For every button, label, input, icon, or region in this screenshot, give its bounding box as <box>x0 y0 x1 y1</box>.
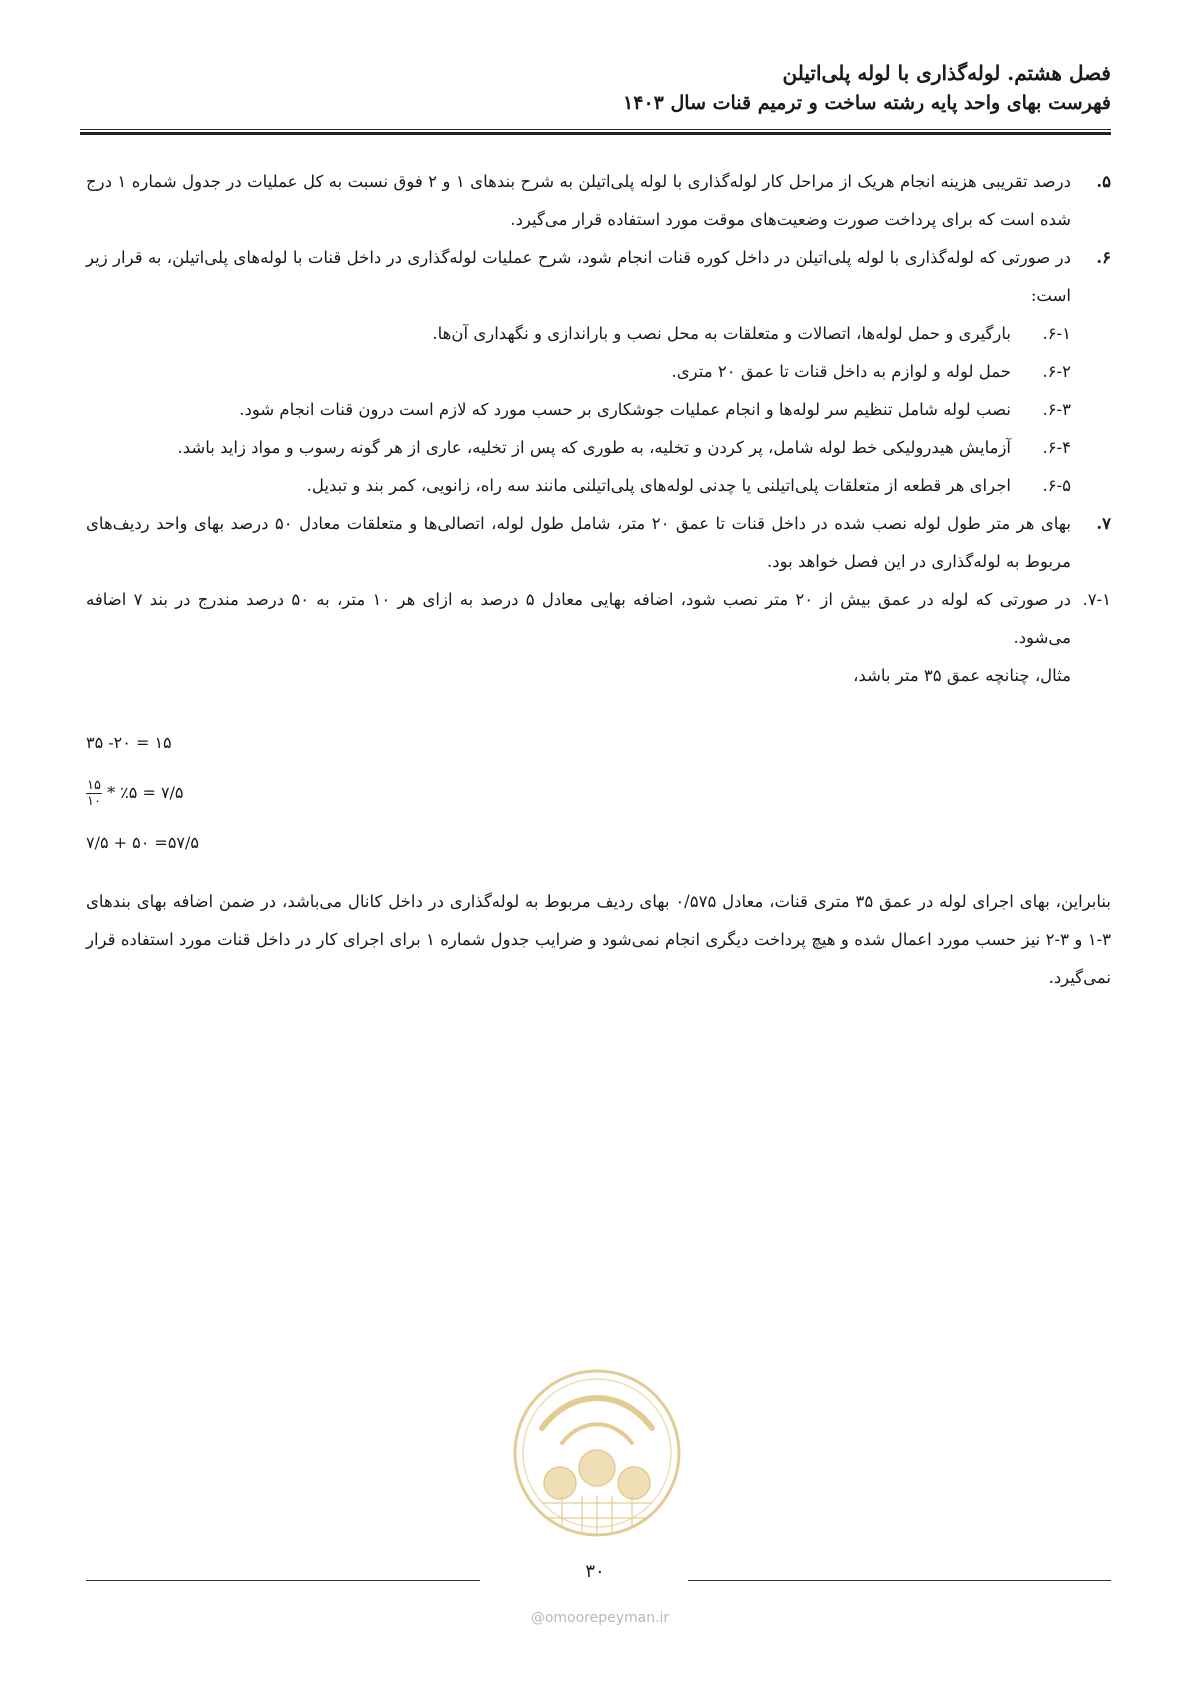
page-number: ۳۰ <box>585 1561 605 1582</box>
item-7-1 <box>86 581 1111 657</box>
subitem-6-1 <box>86 315 1111 353</box>
subitem-6-2 <box>86 353 1111 391</box>
subitem-text: حمل لوله و لوازم به داخل قنات تا عمق ۲۰ متری. <box>671 362 1011 381</box>
item-text: در صورتی که لوله در عمق بیش از ۲۰ متر نصب شود، اضافه بهایی معادل ۵ درصد به ازای هر ۱۰ متر، به ۵۰ درصد مندرج در بند ۷ اضافه می‌شود. <box>86 590 1071 647</box>
subitem-6-5 <box>86 467 1111 505</box>
subitem-number: ۶-۵. <box>1042 476 1071 495</box>
formula-line-1: ۳۵ -۲۰ = ۱۵ <box>86 733 172 752</box>
seal-emblem-icon <box>512 1368 682 1538</box>
item-7 <box>86 505 1111 581</box>
item-text: درصد تقریبی هزینه انجام هریک از مراحل کار لوله‌گذاری با لوله پلی‌اتیلن به شرح بندهای ۱ و ۲ فوق نسبت به کل عملیات در جدول شماره ۱ درج شده است که برای پرداخت صورت وضعیت‌های موقت مورد استفاده قرار می‌گیرد. <box>86 172 1071 229</box>
page-header <box>80 58 1111 118</box>
subitem-text: نصب لوله شامل تنظیم سر لوله‌ها و انجام عملیات جوشکاری بر حسب مورد که لازم است درون قنات انجام شود. <box>239 400 1011 419</box>
item-number: ۵. <box>1096 172 1111 191</box>
footer-rule-right <box>688 1580 1111 1581</box>
subitem-6-3 <box>86 391 1111 429</box>
chapter-title: فصل هشتم. لوله‌گذاری با لوله پلی‌اتیلن <box>782 61 1111 85</box>
subitem-text: بارگیری و حمل لوله‌ها، اتصالات و متعلقات به محل نصب و باراندازی و نگهداری آن‌ها. <box>432 324 1011 343</box>
item-number: ۷-۱. <box>1082 590 1111 609</box>
main-content <box>86 163 1111 695</box>
item-6 <box>86 239 1111 315</box>
subitem-number: ۶-۳. <box>1042 400 1071 419</box>
subitem-text: آزمایش هیدرولیکی خط لوله شامل، پر کردن و تخلیه، به طوری که پس از تخلیه، عاری از هر گونه رسوب و مواد زاید باشد. <box>177 438 1011 457</box>
subitem-text: اجرای هر قطعه از متعلقات پلی‌اتیلنی یا چدنی لوله‌های پلی‌اتیلنی مانند سه راه، زانویی، کمر بند و تبدیل. <box>306 476 1011 495</box>
watermark-website: @omoorepeyman.ir <box>530 1610 670 1626</box>
fraction-numerator: ۱۵ <box>87 778 101 793</box>
subitem-number: ۶-۴. <box>1042 438 1071 457</box>
subitem-number: ۶-۱. <box>1042 324 1071 343</box>
item-text: بهای هر متر طول لوله نصب شده در داخل قنات تا عمق ۲۰ متر، شامل طول لوله، اتصالی‌ها و متعلقات معادل ۵۰ درصد بهای واحد ردیف‌های مربوط به لوله‌گذاری در این فصل خواهد بود. <box>86 514 1071 571</box>
calculation-block <box>86 732 199 854</box>
subitem-number: ۶-۲. <box>1042 362 1071 381</box>
formula-line-2 <box>86 772 199 814</box>
header-rule-thin <box>80 129 1111 130</box>
header-rule-thick <box>80 132 1111 135</box>
example-line: مثال، چنانچه عمق ۳۵ متر باشد، <box>853 666 1071 685</box>
publisher-seal-logo <box>512 1368 682 1538</box>
item-number: ۶. <box>1096 248 1111 267</box>
fraction <box>86 778 102 809</box>
subitem-6-4 <box>86 429 1111 467</box>
item-text: در صورتی که لوله‌گذاری با لوله پلی‌اتیلن در داخل کوره قنات انجام شود، شرح عملیات لوله‌گذاری در داخل قنات با لوله‌های پلی‌اتیلن، به قرار زیر است: <box>86 248 1071 305</box>
formula-line-3: ۷/۵ + ۵۰ =۵۷/۵ <box>86 833 200 852</box>
item-5 <box>86 163 1111 239</box>
conclusion-paragraph: بنابراین، بهای اجرای لوله در عمق ۳۵ متری قنات، معادل ۰/۵۷۵ بهای ردیف مربوط به لوله‌گذاری در داخل کانال می‌باشد، در ضمن اضافه بهای بندهای ۳-۱ و ۳-۲ نیز حسب مورد اعمال شده و هیچ پرداخت دیگری انجام نمی‌شود و ضرایب جدول شماره ۱ برای اجرای کار در داخل قنات مورد استفاده قرار نمی‌گیرد. <box>86 892 1112 987</box>
fraction-denominator: ۱۰ <box>87 794 101 809</box>
formula-line-2-rest: * ٪۵ = ۷/۵ <box>107 783 184 802</box>
item-number: ۷. <box>1096 514 1111 533</box>
footer-rule-left <box>86 1580 480 1581</box>
book-title: فهرست بهای واحد پایه رشته ساخت و ترمیم قنات سال ۱۴۰۳ <box>623 92 1111 114</box>
